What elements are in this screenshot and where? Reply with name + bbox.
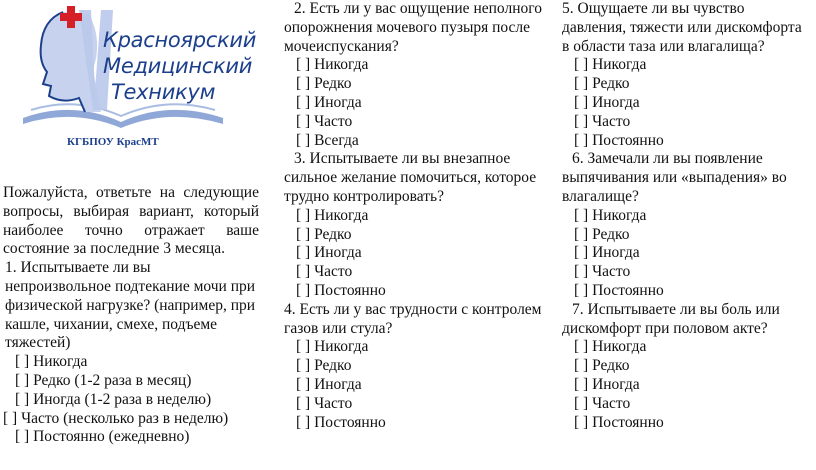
q3-option-often[interactable]: [ ] Часто: [296, 263, 353, 281]
question-4: 4. Есть ли у вас трудности с контролем газов или стула?: [284, 300, 542, 337]
q5-option-sometimes[interactable]: [ ] Иногда: [574, 93, 640, 111]
question-2: 2. Есть ли у вас ощущение неполного опорожнения мочевого пузыря после мочеиспускания?: [284, 0, 542, 55]
q1-option-constantly[interactable]: [ ] Постоянно (ежедневно): [15, 428, 190, 446]
q3-option-never[interactable]: [ ] Никогда: [296, 206, 369, 224]
q4-option-constantly[interactable]: [ ] Постоянно: [296, 413, 386, 431]
q3-option-constantly[interactable]: [ ] Постоянно: [296, 281, 386, 299]
q2-option-always[interactable]: [ ] Всегда: [296, 131, 359, 149]
q7-option-constantly[interactable]: [ ] Постоянно: [574, 413, 664, 431]
q4-option-rarely[interactable]: [ ] Редко: [296, 357, 352, 375]
logo-line-3: Техникум: [111, 80, 216, 104]
q3-option-rarely[interactable]: [ ] Редко: [296, 225, 352, 243]
question-3: 3. Испытываете ли вы внезапное сильное желание помочиться, которое трудно контролировать?: [284, 150, 537, 205]
q1-option-rarely[interactable]: [ ] Редко (1-2 раза в месяц): [15, 371, 192, 389]
logo-line-1: Красноярский: [103, 28, 257, 52]
q3-option-sometimes[interactable]: [ ] Иногда: [296, 244, 362, 262]
intro-text: Пожалуйста, ответьте на следующие вопросы, выбирая вариант, который наиболее точно отражает ваше состояние за последние 3 месяца.: [3, 184, 259, 258]
column-2: [284, 0, 544, 432]
q2-option-sometimes[interactable]: [ ] Иногда: [296, 93, 362, 111]
q2-option-rarely[interactable]: [ ] Редко: [296, 75, 352, 93]
q7-option-rarely[interactable]: [ ] Редко: [574, 357, 630, 375]
question-6: 6. Замечали ли вы появление выпячивания или «выпадения» во влагалище?: [562, 150, 787, 205]
q7-option-sometimes[interactable]: [ ] Иногда: [574, 375, 640, 393]
q5-option-constantly[interactable]: [ ] Постоянно: [574, 131, 664, 149]
q1-option-sometimes[interactable]: [ ] Иногда (1-2 раза в неделю): [15, 390, 212, 408]
question-5: 5. Ощущаете ли вы чувство давления, тяжести или дискомфорта в области таза или влагалища?: [562, 0, 802, 55]
question-1: 1. Испытываете ли вы непроизвольное подтекание мочи при физической нагрузке? (например, при кашле, чихании, смехе, подъеме тяжестей): [5, 259, 256, 352]
q6-option-constantly[interactable]: [ ] Постоянно: [574, 281, 664, 299]
college-logo: [3, 0, 257, 160]
column-3: [562, 0, 812, 432]
q4-option-often[interactable]: [ ] Часто: [296, 394, 353, 412]
q5-option-never[interactable]: [ ] Никогда: [574, 56, 647, 74]
logo-line-2: Медицинский: [103, 54, 253, 78]
column-1: [3, 0, 259, 447]
q2-option-never[interactable]: [ ] Никогда: [296, 56, 369, 74]
q7-option-often[interactable]: [ ] Часто: [574, 394, 631, 412]
q1-option-never[interactable]: [ ] Никогда: [15, 353, 88, 371]
q7-option-never[interactable]: [ ] Никогда: [574, 338, 647, 356]
q5-option-rarely[interactable]: [ ] Редко: [574, 75, 630, 93]
q2-option-often[interactable]: [ ] Часто: [296, 112, 353, 130]
q4-option-sometimes[interactable]: [ ] Иногда: [296, 375, 362, 393]
question-7: 7. Испытываете ли вы боль или дискомфорт при половом акте?: [562, 300, 780, 337]
q6-option-rarely[interactable]: [ ] Редко: [574, 225, 630, 243]
q4-option-never[interactable]: [ ] Никогда: [296, 338, 369, 356]
logo-caption: КГБПОУ КрасМТ: [67, 136, 159, 148]
q5-option-often[interactable]: [ ] Часто: [574, 112, 631, 130]
q6-option-sometimes[interactable]: [ ] Иногда: [574, 244, 640, 262]
q1-option-often[interactable]: [ ] Часто (несколько раз в неделю): [3, 409, 229, 427]
q6-option-often[interactable]: [ ] Часто: [574, 263, 631, 281]
q6-option-never[interactable]: [ ] Никогда: [574, 206, 647, 224]
